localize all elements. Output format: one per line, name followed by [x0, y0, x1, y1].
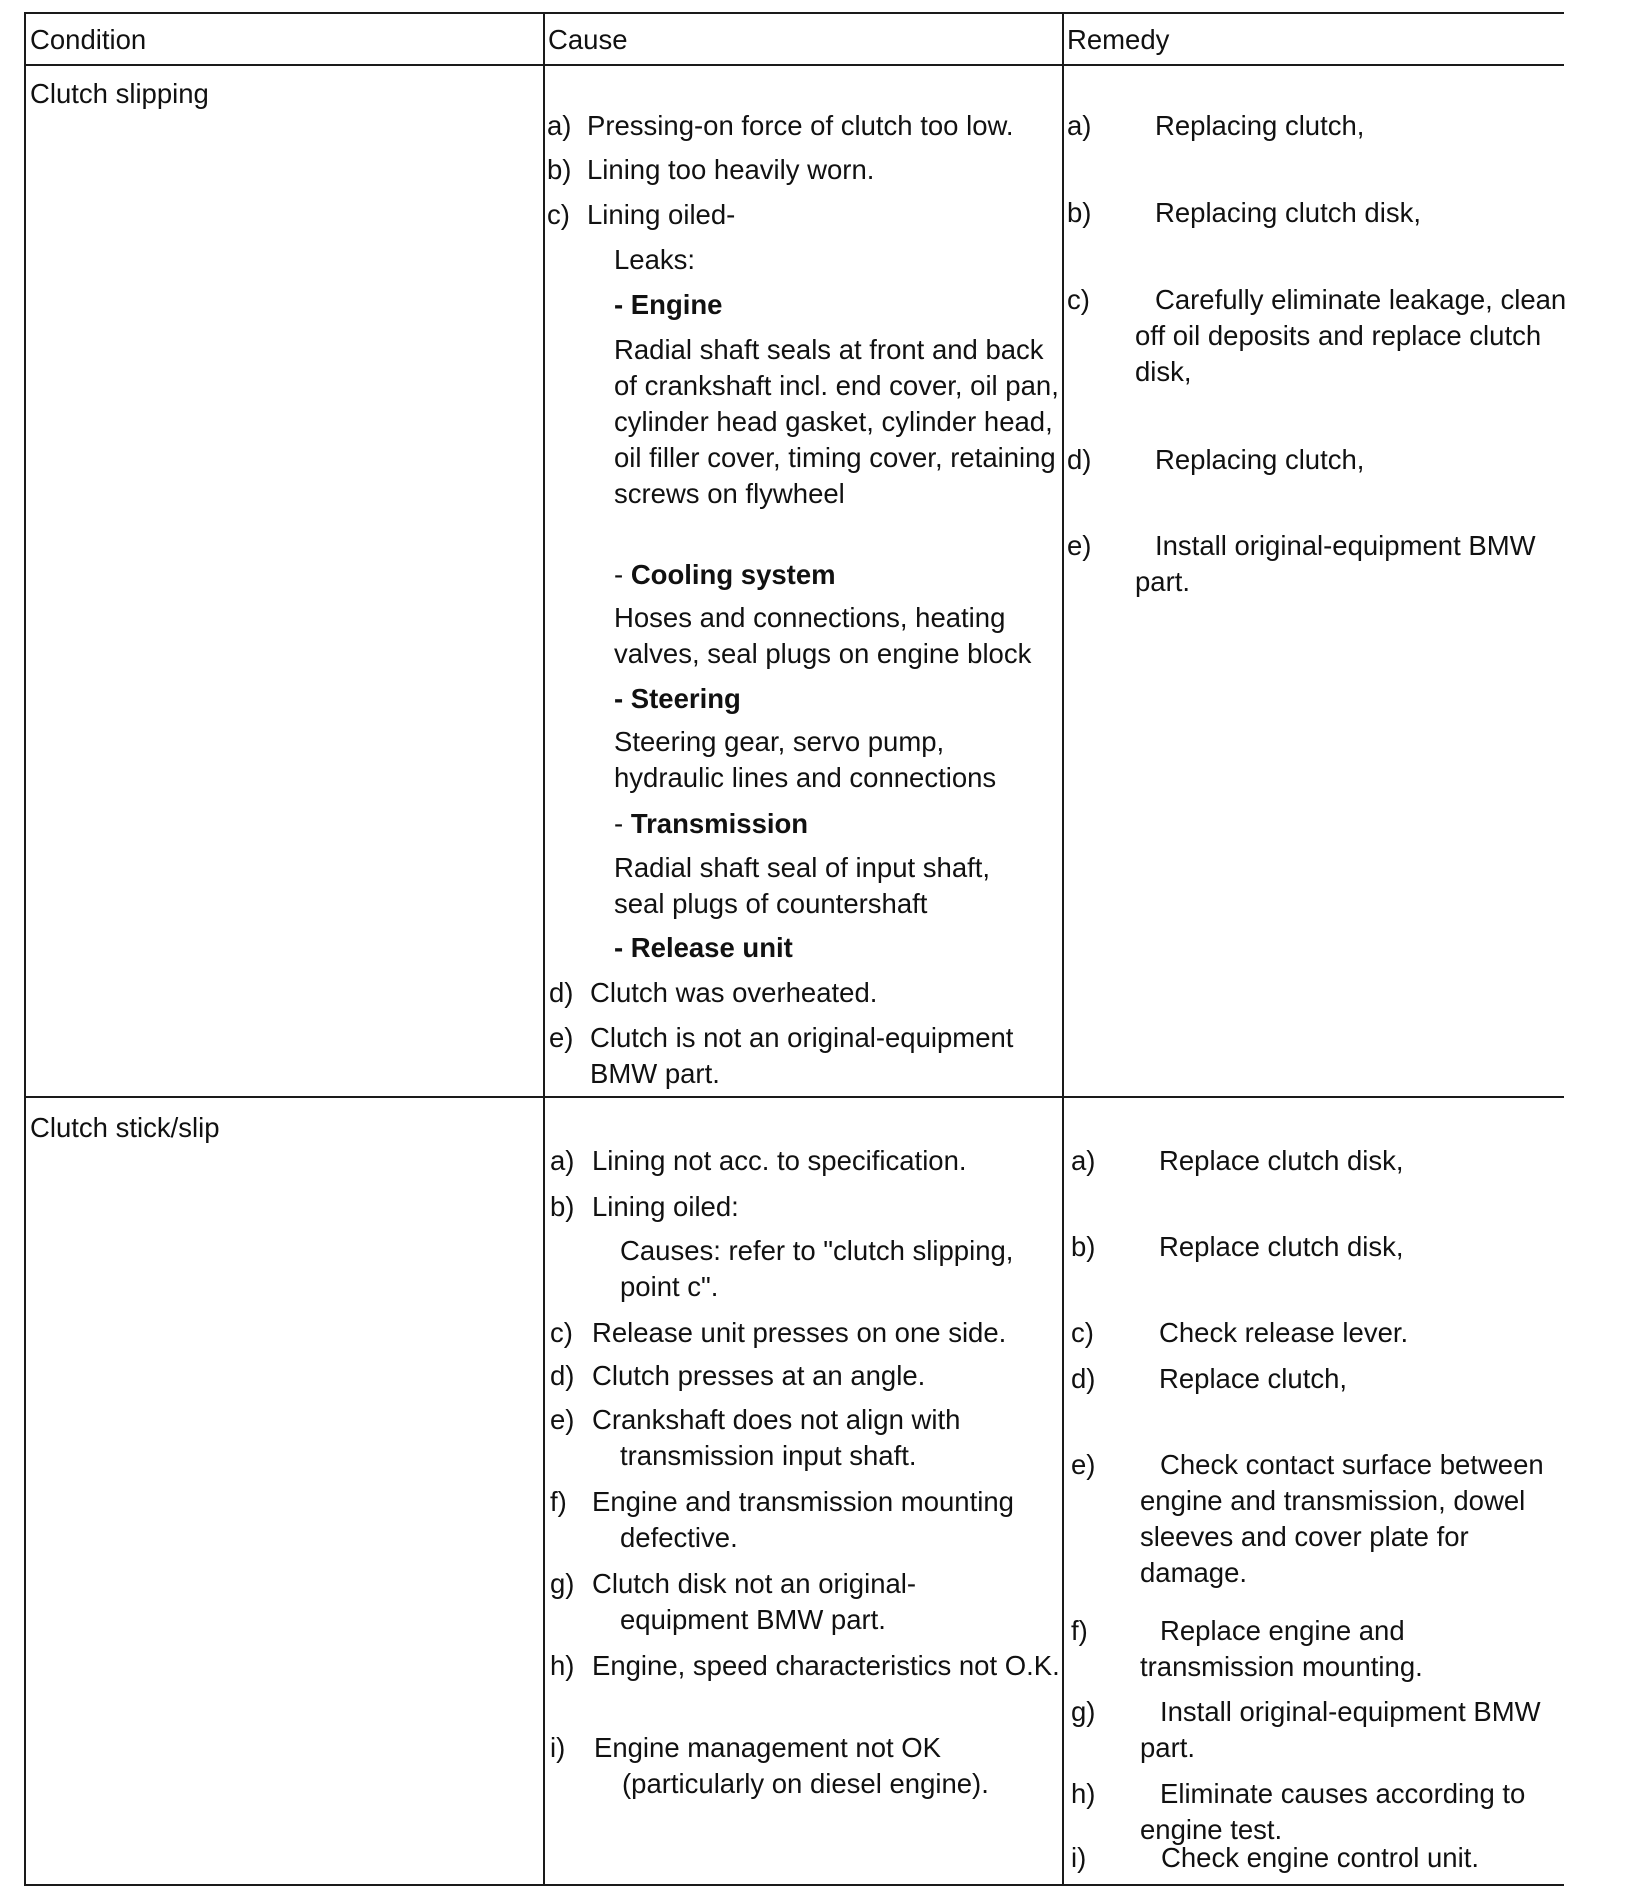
row-divider	[24, 1096, 1564, 1098]
cause-f-text: Engine and transmission mounting defective.	[592, 1486, 1014, 1553]
engine-heading: - Engine	[614, 289, 723, 320]
cause-g-label: g)	[550, 1568, 575, 1599]
remedy-b-label: b)	[1067, 197, 1092, 228]
steering-heading: - Steering	[614, 683, 741, 714]
header-cause: Cause	[548, 24, 628, 55]
remedy-c-text: Carefully eliminate leakage, clean off oil deposits and replace clutch disk,	[1135, 284, 1567, 387]
remedy-b-label: b)	[1071, 1231, 1096, 1262]
release-heading: - Release unit	[614, 932, 793, 963]
cooling-body: Hoses and connections, heating valves, seal plugs on engine block	[614, 602, 1032, 669]
remedy-e-text: Install original-equipment BMW part.	[1135, 530, 1536, 597]
remedy-e-text: Check contact surface between engine and transmission, dowel sleeves and cover plate for damage.	[1140, 1449, 1544, 1588]
cause-h-text: Engine, speed characteristics not O.K.	[592, 1650, 1060, 1681]
cause-g-text: Clutch disk not an original-equipment BMW part.	[592, 1568, 917, 1635]
remedy-f-label: f)	[1071, 1615, 1088, 1646]
remedy-i-text: Check engine control unit.	[1161, 1842, 1479, 1873]
remedy-a-label: a)	[1067, 110, 1092, 141]
cause-c-text: Lining oiled-	[587, 199, 736, 230]
cause-c-text: Release unit presses on one side.	[592, 1317, 1007, 1348]
leaks-label: Leaks:	[614, 244, 696, 275]
condition-clutch-stick-slip: Clutch stick/slip	[30, 1112, 220, 1143]
remedy-a-text: Replacing clutch,	[1155, 110, 1365, 141]
engine-body: Radial shaft seals at front and back of crankshaft incl. end cover, oil pan, cylinder head gasket, cylinder head, oil filler cover, timing cover, retaining screws on flywheel	[614, 334, 1059, 509]
cause-h-label: h)	[550, 1650, 575, 1681]
transmission-body: Radial shaft seal of input shaft, seal plugs of countershaft	[614, 852, 991, 919]
remedy-d-label: d)	[1071, 1363, 1096, 1394]
table-bottom-border	[24, 1884, 1564, 1886]
remedy-a-label: a)	[1071, 1145, 1096, 1176]
cause-d-text: Clutch presses at an angle.	[592, 1360, 926, 1391]
remedy-g-text: Install original-equipment BMW part.	[1140, 1696, 1541, 1763]
cause-d-text: Clutch was overheated.	[590, 977, 878, 1008]
remedy-c-label: c)	[1071, 1317, 1094, 1348]
cause-d-label: d)	[549, 977, 574, 1008]
cause-a-label: a)	[550, 1145, 575, 1176]
cause-i-text: Engine management not OK (particularly on diesel engine).	[594, 1732, 989, 1799]
header-divider	[24, 64, 1564, 66]
column-divider-1	[543, 12, 545, 1886]
remedy-f-text: Replace engine and transmission mounting.	[1140, 1615, 1423, 1682]
cooling-heading	[614, 557, 836, 593]
cause-b-label: b)	[547, 154, 572, 185]
cooling-dash: -	[614, 559, 631, 590]
header-condition: Condition	[30, 24, 147, 55]
table-top-border	[24, 12, 1564, 14]
cause-a-label: a)	[547, 110, 572, 141]
remedy-e-label: e)	[1071, 1449, 1096, 1480]
cause-f-label: f)	[550, 1486, 567, 1517]
condition-clutch-slipping: Clutch slipping	[30, 78, 209, 109]
cause-b-text: Lining too heavily worn.	[587, 154, 875, 185]
remedy-e-label: e)	[1067, 530, 1092, 561]
remedy-a-text: Replace clutch disk,	[1159, 1145, 1404, 1176]
remedy-g-label: g)	[1071, 1696, 1096, 1727]
transmission-heading	[614, 806, 808, 842]
header-remedy: Remedy	[1067, 24, 1170, 55]
remedy-h-text: Eliminate causes according to engine test.	[1140, 1778, 1526, 1845]
remedy-c-text: Check release lever.	[1159, 1317, 1409, 1348]
cause-a-text: Pressing-on force of clutch too low.	[587, 110, 1014, 141]
transmission-title: Transmission	[630, 808, 809, 839]
cause-e-text: Crankshaft does not align with transmission input shaft.	[592, 1404, 961, 1471]
column-divider-2	[1062, 12, 1064, 1886]
cause-b-text: Lining oiled:	[592, 1191, 739, 1222]
remedy-d-text: Replace clutch,	[1159, 1363, 1348, 1394]
cause-b-label: b)	[550, 1191, 575, 1222]
remedy-d-text: Replacing clutch,	[1155, 444, 1365, 475]
cause-e-label: e)	[550, 1404, 575, 1435]
cause-d-label: d)	[550, 1360, 575, 1391]
transmission-dash: -	[614, 808, 631, 839]
remedy-c-label: c)	[1067, 284, 1090, 315]
remedy-d-label: d)	[1067, 444, 1092, 475]
cause-c-label: c)	[550, 1317, 573, 1348]
cause-b-subtext: Causes: refer to "clutch slipping, point c".	[620, 1235, 1014, 1302]
cause-i-label: i)	[550, 1732, 566, 1763]
remedy-i-label: i)	[1071, 1842, 1087, 1873]
table-left-border	[24, 12, 26, 1886]
cause-e-text: Clutch is not an original-equipment BMW part.	[590, 1022, 1014, 1089]
cause-a-text: Lining not acc. to specification.	[592, 1145, 967, 1176]
remedy-b-text: Replacing clutch disk,	[1155, 197, 1421, 228]
remedy-h-label: h)	[1071, 1778, 1096, 1809]
cause-c-label: c)	[547, 199, 570, 230]
cooling-title: Cooling system	[630, 559, 836, 590]
remedy-b-text: Replace clutch disk,	[1159, 1231, 1404, 1262]
cause-e-label: e)	[549, 1022, 574, 1053]
steering-body: Steering gear, servo pump, hydraulic lines and connections	[614, 726, 997, 793]
